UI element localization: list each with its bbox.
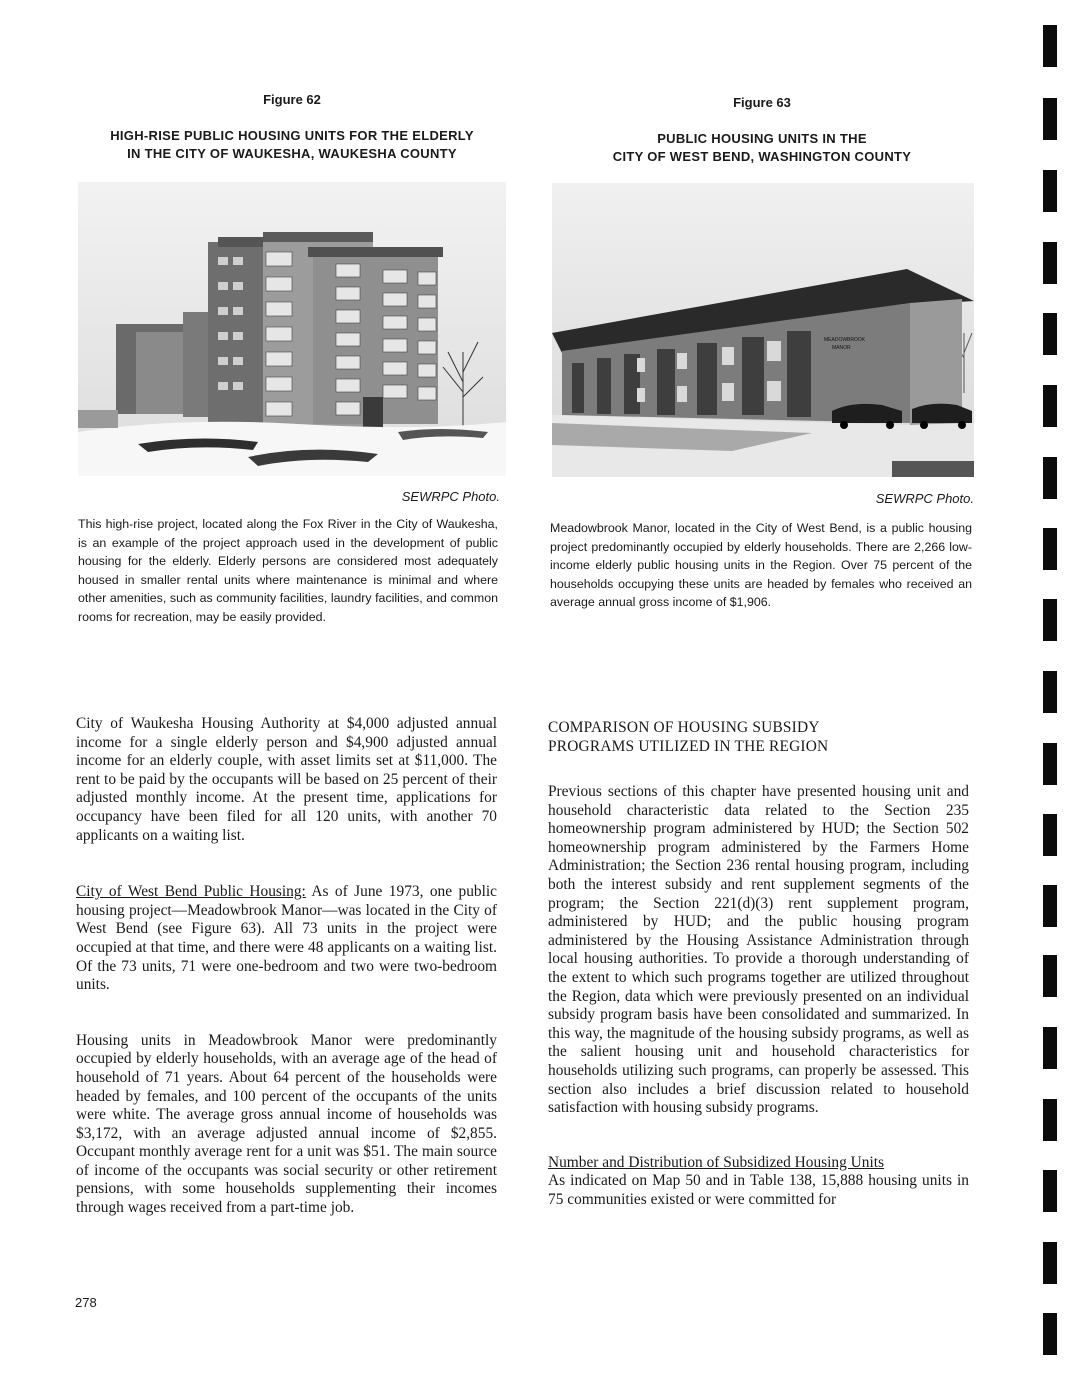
page-number: 278 — [75, 1295, 97, 1310]
edge-mark — [1043, 528, 1057, 570]
figure-63-caption: Meadowbrook Manor, located in the City of West Bend, is a public housing project predominantly occupied by elderly households. There are 2,266 low-income elderly public housing units in the Region. Over 75 percent of the households occupying these units are headed by females who received an average annual gross income of $1,906. — [550, 521, 972, 610]
west-bend-housing-heading: City of West Bend Public Housing: — [76, 883, 306, 901]
section-heading-line1: COMPARISON OF HOUSING SUBSIDY — [548, 719, 820, 736]
figure-62-title-line1: HIGH-RISE PUBLIC HOUSING UNITS FOR THE ELDERLY — [110, 128, 474, 143]
edge-mark — [1043, 1099, 1057, 1141]
edge-mark — [1043, 1170, 1057, 1212]
left-text-column — [76, 715, 497, 1218]
edge-mark — [1043, 743, 1057, 785]
edge-mark — [1043, 25, 1057, 67]
edge-mark — [1043, 242, 1057, 284]
edge-mark — [1043, 814, 1057, 856]
edge-mark — [1043, 599, 1057, 641]
edge-mark — [1043, 170, 1057, 212]
right-paragraph-1: Previous sections of this chapter have presented housing unit and household characteristic data related to the Section 235 homeownership program administered by HUD; the Section 502 homeownership program administered by the Farmers Home Administration; the Section 236 rental housing program, including both the interest subsidy and rent supplement segments of the program; the Section 221(d)(3) rent supplement program, administered by HUD; and the public housing program administered by the Housing Assistance Administration through local housing authorities. To provide a thorough understanding of the extent to which such programs together are utilized throughout the Region, data which were previously presented on an individual subsidy program basis have been consolidated and summarized. In this way, the magnitude of the housing subsidy programs, as well as the salient housing unit and household characteristics for households utilizing such programs, can properly be assessed. This section also includes a brief discussion related to household satisfaction with housing subsidy programs. — [548, 783, 969, 1117]
left-paragraph-1: City of Waukesha Housing Authority at $4,000 adjusted annual income for a single elderly person and $4,900 adjusted annual income for an elderly couple, with asset limits set at $11,000. The rent to be paid by the occupants will be based on 25 percent of their adjusted monthly income. At the present time, applications for occupancy have been filed for all 120 units, with another 70 applicants on a waiting list. — [76, 715, 497, 844]
edge-mark — [1043, 671, 1057, 713]
manor-sign-text-2: MANOR — [832, 345, 851, 351]
figure-62-title-line2: IN THE CITY OF WAUKESHA, WAUKESHA COUNTY — [127, 146, 457, 161]
figure-62-number: Figure 62 — [263, 92, 321, 107]
edge-mark — [1043, 1313, 1057, 1355]
manor-sign-text: MEADOWBROOK — [824, 337, 866, 343]
distribution-subheading — [548, 1154, 969, 1173]
figure-62-header — [78, 92, 506, 163]
right-paragraph-2: As indicated on Map 50 and in Table 138, 15,888 housing units in 75 communities existed or were committed for — [548, 1172, 969, 1208]
left-paragraph-3: Housing units in Meadowbrook Manor were predominantly occupied by elderly households, with an average age of the head of household of 71 years. About 64 percent of the households were headed by females, and 100 percent of the occupants of the units were white. The average gross annual income of households was $3,172, with an average adjusted annual income of $2,855. Occupant monthly average rent for a unit was $51. The main source of income of the occupants was social security or other retirement pensions, with some households supplementing their incomes through wages received from a part-time job. — [76, 1031, 497, 1217]
figure-62-photo — [78, 182, 506, 476]
edge-mark — [1043, 1242, 1057, 1284]
figure-62-credit: SEWRPC Photo. — [401, 489, 500, 504]
edge-mark — [1043, 98, 1057, 140]
left-paragraph-2-body: As of June 1973, one public housing project—Meadowbrook Manor—was located in the City of West Bend (see Figure 63). All 73 units in the project were occupied at that time, and there were 48 applicants on a waiting list. Of the 73 units, 71 were one-bedroom and two were two-bedroom units. — [76, 883, 497, 994]
right-text-column — [548, 718, 969, 1209]
edge-mark — [1043, 313, 1057, 355]
figure-63-title-line1: PUBLIC HOUSING UNITS IN THE — [657, 131, 867, 146]
figure-62-caption: This high-rise project, located along the Fox River in the City of Waukesha, is an example of the project approach used in the development of public housing for the elderly. Elderly persons are considered most adequately housed in smaller rental units where maintenance is minimal and where other amenities, such as community facilities, laundry facilities, and common rooms for recreation, may be easily provided. — [78, 517, 498, 624]
figure-63-title-line2: CITY OF WEST BEND, WASHINGTON COUNTY — [612, 149, 912, 164]
edge-mark — [1043, 885, 1057, 927]
distribution-subheading-text: Number and Distribution of Subsidized Housing Units — [548, 1153, 885, 1171]
edge-mark — [1043, 955, 1057, 997]
highrise-building-illustration — [78, 182, 506, 476]
figure-63-number: Figure 63 — [733, 95, 791, 110]
edge-mark — [1043, 1027, 1057, 1069]
figure-63-photo — [552, 183, 974, 477]
lowrise-building-illustration — [552, 183, 974, 477]
edge-mark — [1043, 457, 1057, 499]
left-paragraph-2 — [76, 883, 497, 995]
figure-63-credit: SEWRPC Photo. — [875, 491, 974, 506]
figure-63-header — [550, 95, 974, 166]
section-heading-line2: PROGRAMS UTILIZED IN THE REGION — [548, 738, 829, 755]
edge-mark — [1043, 385, 1057, 427]
